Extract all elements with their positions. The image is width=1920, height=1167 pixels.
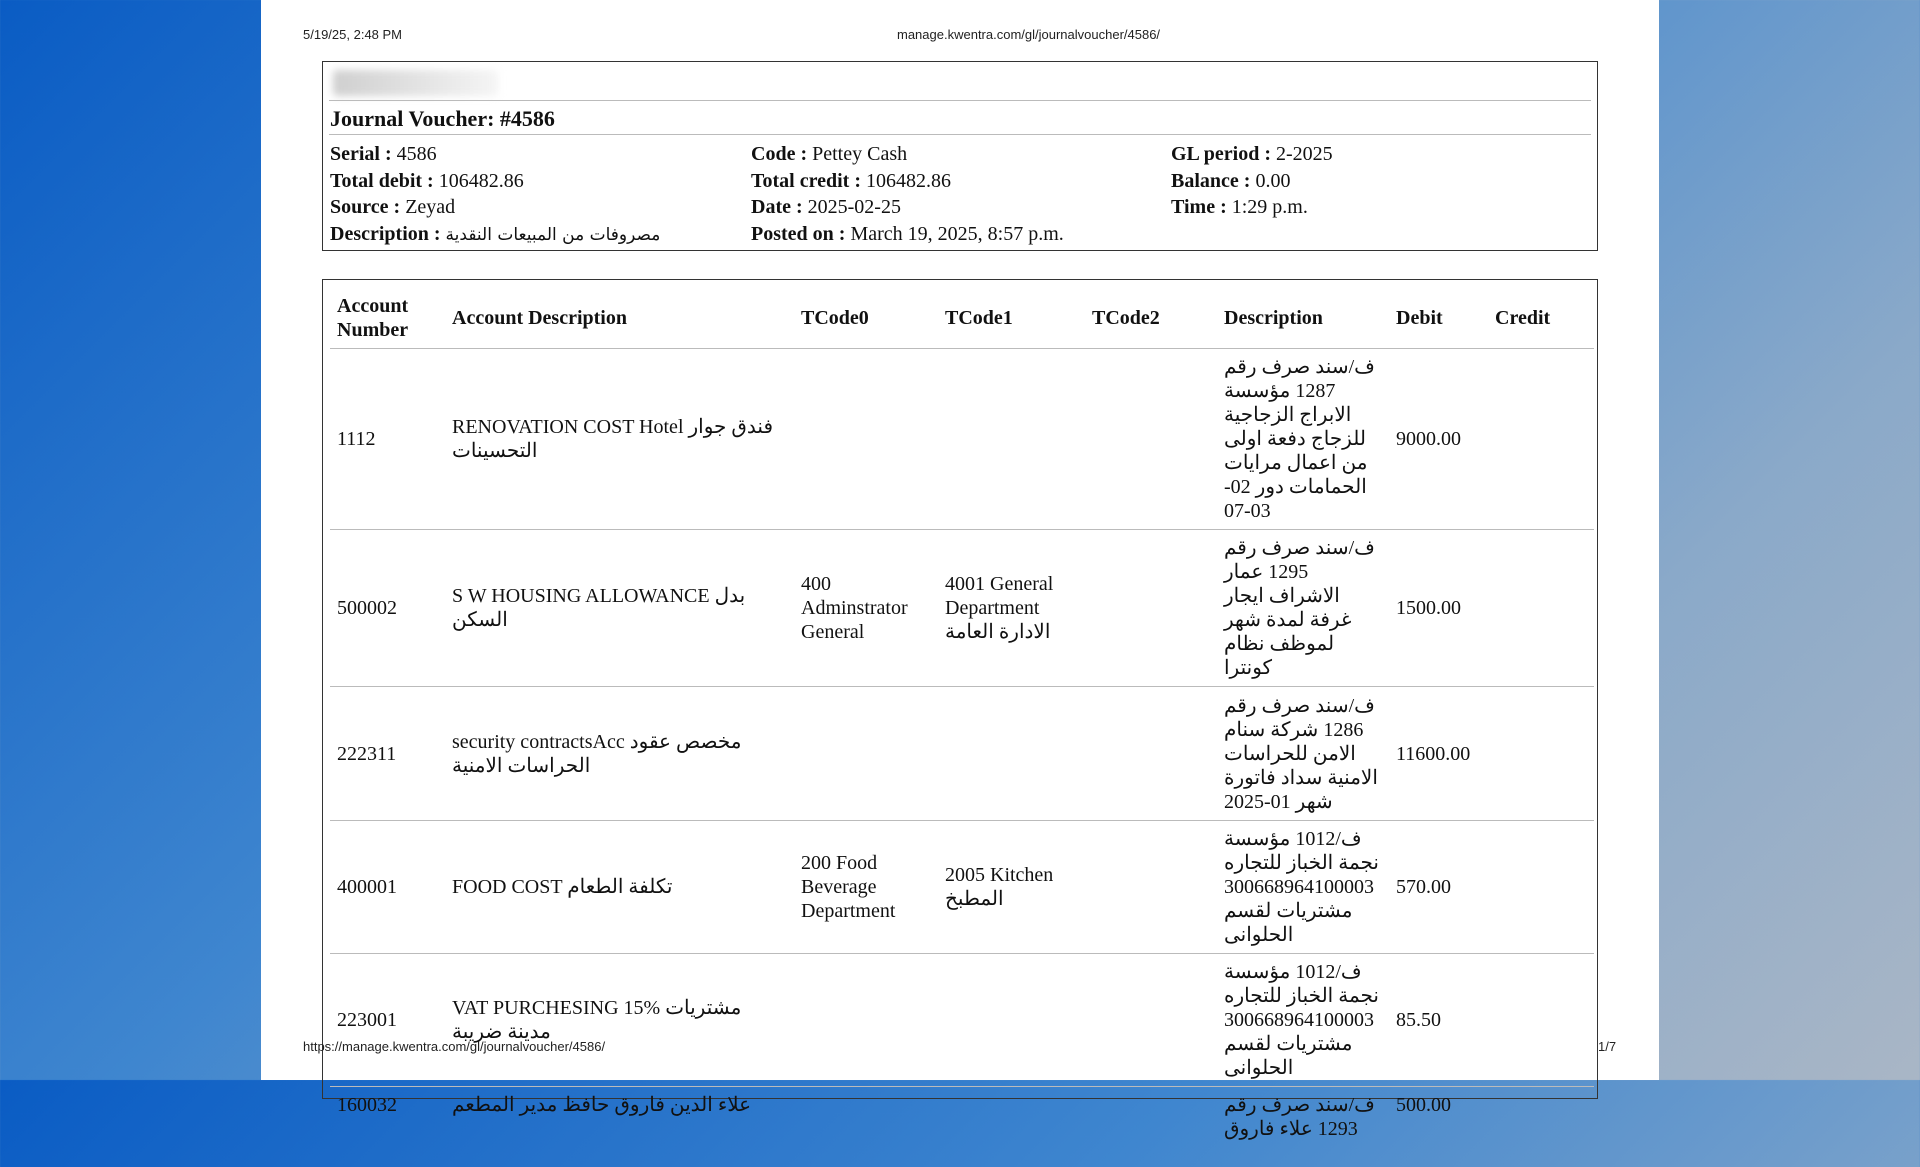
- meta-value: 2025-02-25: [807, 196, 901, 218]
- cell-tcode2: [1085, 954, 1217, 1087]
- meta-label: Time :: [1171, 196, 1227, 218]
- meta-label: Source :: [330, 196, 401, 218]
- meta-label: Total credit :: [751, 169, 861, 192]
- table-row: [330, 530, 1594, 687]
- cell-line-description: ف/سند صرف رقم 1295 عمار الاشراف ايجار غرفة لمدة شهر لموظف نظام كونترا: [1217, 530, 1389, 687]
- meta-value: مصروفات من المبيعات النقدية: [445, 224, 661, 245]
- cell-credit: [1488, 821, 1594, 954]
- meta-value: 106482.86: [866, 169, 951, 192]
- table-row: [330, 954, 1594, 1087]
- cell-account-number: 500002: [330, 530, 445, 687]
- cell-account-description: علاء الدين فاروق حافظ مدير المطعم: [445, 1087, 794, 1167]
- cell-account-number: 400001: [330, 821, 445, 954]
- meta-field: [330, 168, 751, 195]
- cell-account-description: FOOD COST تكلفة الطعام: [445, 821, 794, 954]
- redacted-company-name: [333, 70, 498, 96]
- meta-value: 0.00: [1255, 169, 1291, 192]
- cell-tcode2: [1085, 821, 1217, 954]
- print-datetime: 5/19/25, 2:48 PM: [303, 27, 403, 42]
- col-description: Description: [1224, 307, 1323, 329]
- cell-credit: [1488, 687, 1594, 821]
- meta-value: March 19, 2025, 8:57 p.m.: [850, 222, 1064, 245]
- col-debit: Debit: [1396, 307, 1443, 329]
- meta-value: 1:29 p.m.: [1231, 196, 1308, 218]
- cell-account-number: 223001: [330, 954, 445, 1087]
- cell-tcode0: 200 Food Beverage Department: [794, 821, 938, 954]
- cell-debit: 85.50: [1389, 954, 1488, 1087]
- col-account-description: Account Description: [452, 307, 627, 329]
- cell-debit: 500.00: [1389, 1087, 1488, 1167]
- cell-account-description: RENOVATION COST Hotel فندق جوار التحسينات: [445, 349, 794, 530]
- table-row: [330, 349, 1594, 530]
- cell-line-description: ف/سند صرف رقم 1293 علاء فاروق: [1217, 1087, 1389, 1167]
- meta-label: Description :: [330, 222, 441, 245]
- col-tcode1: TCode1: [945, 307, 1013, 329]
- col-tcode2: TCode2: [1092, 307, 1160, 329]
- print-url: manage.kwentra.com/gl/journalvoucher/4586/: [897, 27, 1161, 42]
- cell-tcode2: [1085, 1087, 1217, 1167]
- cell-account-description: VAT PURCHESING 15% مشتريات مدينة ضريبة: [445, 954, 794, 1087]
- meta-field: [751, 168, 1171, 195]
- col-credit: Credit: [1495, 307, 1551, 329]
- cell-tcode0: [794, 687, 938, 821]
- meta-label: Serial :: [330, 143, 392, 165]
- meta-field: [1171, 194, 1590, 221]
- col-tcode0: TCode0: [801, 307, 869, 329]
- meta-field: [1171, 221, 1590, 249]
- meta-value: Pettey Cash: [812, 143, 908, 165]
- col-account-number: Account Number: [337, 295, 409, 341]
- meta-field: [1171, 141, 1590, 168]
- meta-field: [330, 221, 751, 249]
- voucher-summary: [322, 61, 1598, 251]
- cell-account-number: 1112: [330, 349, 445, 530]
- cell-account-number: 160032: [330, 1087, 445, 1167]
- page-title: Journal Voucher: #4586: [330, 106, 555, 131]
- divider: [329, 100, 1591, 101]
- cell-credit: [1488, 530, 1594, 687]
- cell-debit: 9000.00: [1389, 349, 1488, 530]
- cell-debit: 1500.00: [1389, 530, 1488, 687]
- cell-account-number: 222311: [330, 687, 445, 821]
- meta-field: [751, 221, 1171, 249]
- cell-tcode0: [794, 1087, 938, 1167]
- cell-account-description: S W HOUSING ALLOWANCE بدل السكن: [445, 530, 794, 687]
- cell-tcode1: [938, 1087, 1085, 1167]
- meta-label: Date :: [751, 196, 803, 218]
- voucher-lines-table: [330, 288, 1594, 1167]
- meta-value: Zeyad: [405, 196, 456, 218]
- meta-value: 2-2025: [1276, 143, 1333, 165]
- meta-value: 106482.86: [438, 169, 524, 192]
- meta-label: Balance :: [1171, 169, 1251, 192]
- meta-label: Posted on :: [751, 222, 846, 245]
- cell-line-description: ف/سند صرف رقم 1286 شركة سنام الامن للحراسات الامنية سداد فاتورة شهر 01-2025: [1217, 687, 1389, 821]
- cell-line-description: ف/1012 مؤسسة نجمة الخباز للتجاره 300668964100003 مشتريات لقسم الحلوانى: [1217, 821, 1389, 954]
- print-page: [261, 0, 1659, 1140]
- cell-debit: 11600.00: [1389, 687, 1488, 821]
- cell-line-description: ف/1012 مؤسسة نجمة الخباز للتجاره 300668964100003 مشتريات لقسم الحلوانى: [1217, 954, 1389, 1087]
- table-row: [330, 1087, 1594, 1167]
- cell-tcode2: [1085, 687, 1217, 821]
- table-header-row: [330, 288, 1594, 349]
- cell-tcode0: 400 Adminstrator General: [794, 530, 938, 687]
- cell-tcode0: [794, 349, 938, 530]
- cell-line-description: ف/سند صرف رقم 1287 مؤسسة الابراج الزجاجية للزجاج دفعة اولى من اعمال مرايات الحمامات دور 02-03-07: [1217, 349, 1389, 530]
- cell-account-description: security contractsAcc مخصص عقود الحراسات الامنية: [445, 687, 794, 821]
- table-row: [330, 687, 1594, 821]
- meta-field: [330, 194, 751, 221]
- cell-debit: 570.00: [1389, 821, 1488, 954]
- cell-credit: [1488, 1087, 1594, 1167]
- voucher-lines-panel: [322, 279, 1598, 1140]
- cell-tcode1: [938, 687, 1085, 821]
- meta-label: GL period :: [1171, 143, 1272, 165]
- meta-field: [1171, 168, 1590, 195]
- cell-credit: [1488, 349, 1594, 530]
- meta-label: Total debit :: [330, 169, 434, 192]
- voucher-meta: [330, 141, 1590, 248]
- cell-tcode1: [938, 954, 1085, 1087]
- meta-label: Code :: [751, 143, 808, 165]
- cell-tcode1: [938, 349, 1085, 530]
- meta-field: [751, 194, 1171, 221]
- meta-value: 4586: [396, 143, 437, 165]
- table-row: [330, 821, 1594, 954]
- cell-tcode2: [1085, 530, 1217, 687]
- cell-tcode1: 4001 General Department الادارة العامة: [938, 530, 1085, 687]
- cell-tcode2: [1085, 349, 1217, 530]
- footer-url: https://manage.kwentra.com/gl/journalvoucher/4586/: [303, 1039, 606, 1054]
- cell-tcode0: [794, 954, 938, 1087]
- cell-credit: [1488, 954, 1594, 1087]
- cell-tcode1: 2005 Kitchen المطبخ: [938, 821, 1085, 954]
- meta-field: [330, 141, 751, 168]
- divider: [329, 134, 1591, 135]
- page-number: 1/7: [1598, 1039, 1617, 1054]
- meta-field: [751, 141, 1171, 168]
